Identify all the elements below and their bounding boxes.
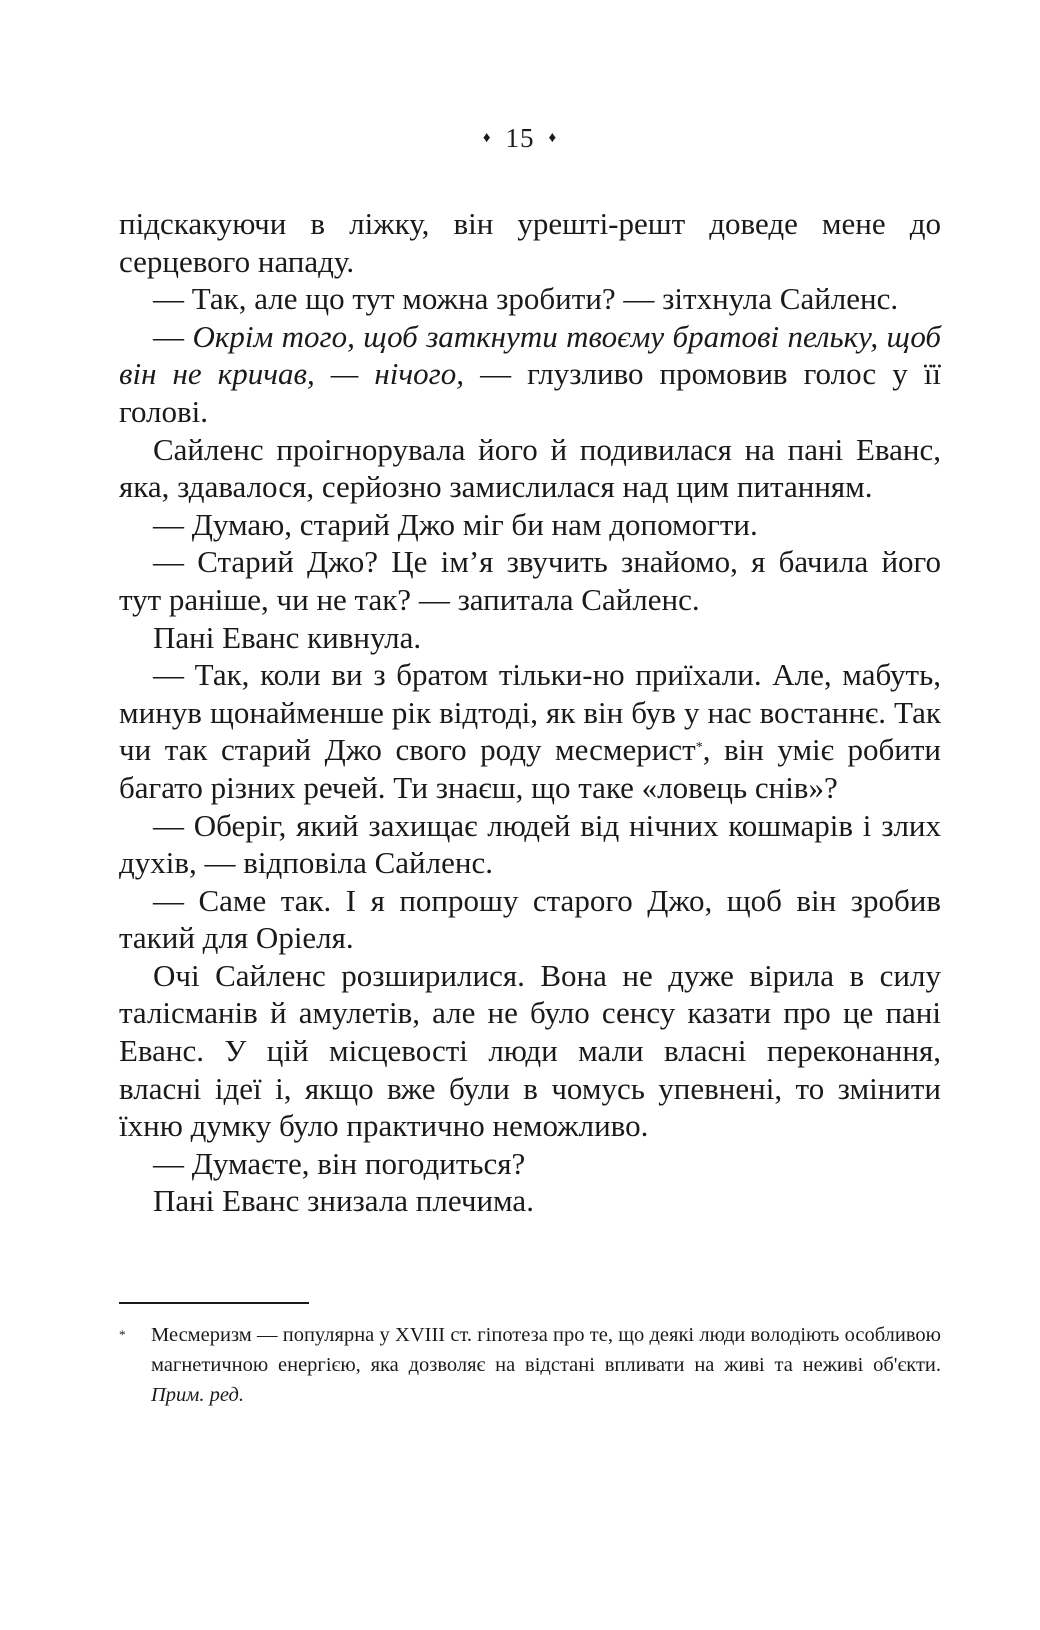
dialogue-line: — Старий Джо? Це ім’я звучить знайомо, я бачила його тут раніше, чи не так? — запитала Сайленс. — [119, 544, 941, 617]
paragraph — [119, 318, 941, 431]
dialogue-tag: — глузливо промовив голос у її голові. — [119, 356, 941, 429]
dialogue-line: — Так, коли ви з братом тільки-но приїхали. Але, мабуть, минув щонайменше рік відтоді, як він був у нас востаннє. Так чи так старий Джо свого роду месмерист — [119, 657, 941, 768]
paragraph — [119, 619, 941, 657]
paragraph-text: підскакуючи в ліжку, він урешті-решт доведе мене до серцевого нападу. — [119, 206, 941, 279]
page-header — [0, 122, 1040, 157]
paragraph-text: Пані Еванс кивнула. — [153, 619, 422, 655]
paragraph-text: Очі Сайленс розширилися. Вона не дуже вірила в силу талісманів й амулетів, але не було сенсу казати про це пані Еванс. У цій місцевості люди мали власні переконання, власні ідеї і, якщо вже були в чомусь упевнені, то змінити їхню думку було практично неможливо. — [119, 957, 941, 1144]
paragraph — [119, 431, 941, 506]
paragraph — [119, 280, 941, 318]
dialogue-line-continued: , він уміє робити багато різних речей. Ти знаєш, що таке «ловець снів»? — [119, 732, 942, 805]
dialogue-line: — Так, але що тут можна зробити? — зітхнула Сайленс. — [153, 281, 899, 317]
footnote-text — [151, 1320, 941, 1410]
paragraph — [119, 807, 941, 882]
footnote-body: Месмеризм — популярна у XVIII ст. гіпотеза про те, що деякі люди володіють особливою магнетичною енергією, яка дозволяє на відстані впливати на живі та неживі об'єкти. — [151, 1324, 941, 1376]
dialogue-line: — Оберіг, який захищає людей від нічних кошмарів і злих духів, — відповіла Сайленс. — [119, 807, 941, 881]
dialogue-line: — Саме так. І я попрошу старого Джо, щоб він зробив такий для Оріеля. — [119, 882, 941, 956]
paragraph — [119, 656, 941, 806]
paragraph — [119, 543, 941, 618]
dialogue-dash: — — [153, 318, 193, 354]
dialogue-line: — Думаєте, він погодиться? — [153, 1145, 526, 1181]
page-number: 15 — [505, 123, 535, 153]
footnote — [119, 1320, 941, 1410]
paragraph — [119, 506, 941, 544]
footnote-divider — [119, 1302, 309, 1304]
diamond-ornament-icon: ♦ — [548, 129, 558, 146]
footnote-marker: * — [119, 1327, 126, 1342]
paragraph — [119, 1182, 941, 1220]
diamond-ornament-icon: ♦ — [482, 129, 492, 146]
dialogue-line: — Думаю, старий Джо міг би нам допомогти. — [153, 506, 758, 542]
editor-note: Прим. ред. — [151, 1384, 244, 1406]
paragraph — [119, 957, 941, 1145]
paragraph — [119, 1145, 941, 1183]
inner-voice-italic: Окрім того, щоб заткнути твоєму братові пельку, щоб він не кричав, — нічого, — [119, 318, 941, 392]
paragraph-text: Пані Еванс знизала плечима. — [153, 1183, 534, 1219]
paragraph — [119, 205, 941, 280]
paragraph-text: Сайленс проігнорувала його й подивилася на пані Еванс, яка, здавалося, серйозно замислилася над цим питанням. — [119, 431, 941, 505]
footnote-reference: * — [695, 740, 703, 756]
paragraph — [119, 882, 941, 957]
body-text — [119, 205, 941, 1220]
